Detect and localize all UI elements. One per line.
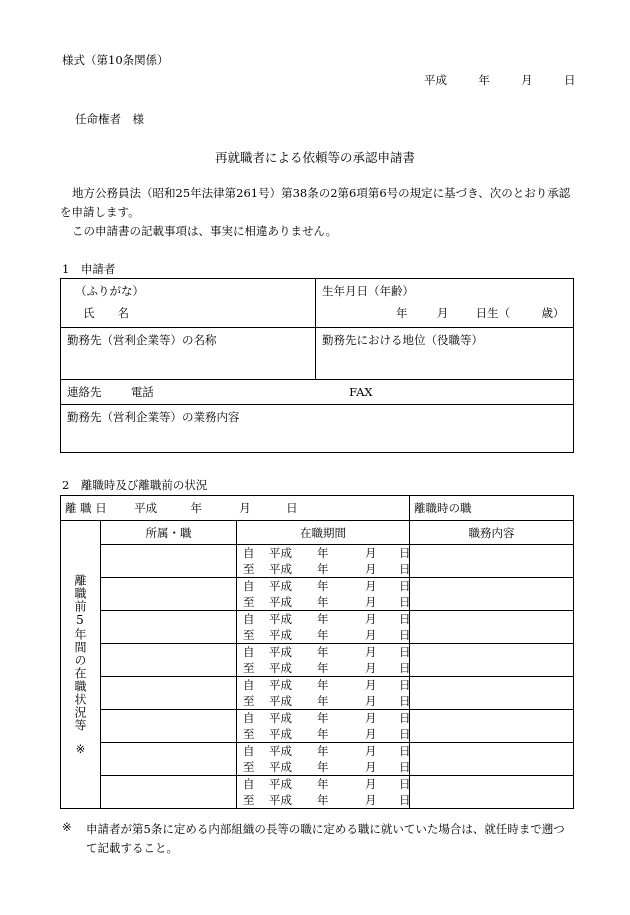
career-duties-cell[interactable]: [410, 710, 574, 743]
retire-post-cell[interactable]: [410, 496, 574, 521]
section2-heading: 2 離職時及び離職前の状況: [62, 478, 208, 492]
applicant-table: [60, 278, 574, 453]
retire-date-era: 平成: [134, 501, 158, 515]
career-period-cell[interactable]: [237, 611, 410, 644]
career-period-cell[interactable]: [237, 710, 410, 743]
period-era: 平成: [269, 711, 292, 725]
period-to-mark: 至: [243, 760, 255, 774]
period-era: 平成: [269, 744, 292, 758]
period-from-mark: 自: [243, 645, 255, 659]
period-from-mark: 自: [243, 546, 255, 560]
period-day: 日: [399, 711, 411, 725]
name-cell[interactable]: [61, 279, 316, 328]
career-dept-cell[interactable]: [101, 644, 237, 677]
retire-date-day: 日: [286, 501, 298, 515]
period-to-line: [243, 693, 409, 709]
period-from-mark: 自: [243, 744, 255, 758]
period-to-line: [243, 726, 409, 742]
name-label: 氏 名: [83, 306, 129, 320]
period-era: 平成: [269, 777, 292, 791]
employer-name-cell[interactable]: [61, 328, 316, 380]
period-year: 年: [317, 628, 329, 642]
period-month: 月: [365, 628, 377, 642]
period-day: 日: [399, 612, 411, 626]
period-era: 平成: [269, 678, 292, 692]
period-day: 日: [399, 793, 411, 807]
col-duties-header: 職務内容: [410, 521, 574, 545]
period-day: 日: [399, 661, 411, 675]
period-from-line: [243, 545, 409, 561]
footnote-text: 申請者が第5条に定める内部組織の長等の職に定める職に就いていた場合は、就任時まで遡つて記載すること。: [86, 822, 565, 855]
period-to-line: [243, 594, 409, 610]
period-month: 月: [365, 595, 377, 609]
period-day: 日: [399, 595, 411, 609]
period-year: 年: [317, 562, 329, 576]
period-era: 平成: [269, 661, 292, 675]
period-to-line: [243, 759, 409, 775]
career-period-cell[interactable]: [237, 578, 410, 611]
employer-position-label: 勤務先における地位（役職等）: [322, 333, 483, 347]
period-month: 月: [365, 579, 377, 593]
period-year: 年: [317, 645, 329, 659]
career-row: [61, 677, 574, 710]
career-dept-cell[interactable]: [101, 710, 237, 743]
furigana-label: （ふりがな）: [75, 284, 144, 298]
birth-month: 月: [436, 306, 449, 320]
period-year: 年: [317, 694, 329, 708]
period-day: 日: [399, 777, 411, 791]
page-title: 再就職者による依頼等の承認申請書: [214, 150, 415, 165]
contact-cell[interactable]: [61, 380, 574, 405]
career-dept-cell[interactable]: [101, 743, 237, 776]
period-year: 年: [317, 727, 329, 741]
period-from-line: [243, 677, 409, 693]
retire-date-cell[interactable]: [61, 496, 410, 521]
period-year: 年: [317, 661, 329, 675]
period-era: 平成: [269, 727, 292, 741]
period-to-mark: 至: [243, 628, 255, 642]
period-year: 年: [317, 744, 329, 758]
period-era: 平成: [269, 562, 292, 576]
employer-name-label: 勤務先（営利企業等）の名称: [67, 333, 217, 347]
period-month: 月: [365, 645, 377, 659]
period-from-mark: 自: [243, 612, 255, 626]
retire-date-year: 年: [190, 501, 202, 515]
period-to-mark: 至: [243, 562, 255, 576]
period-year: 年: [317, 711, 329, 725]
date-month: 月: [521, 73, 533, 87]
period-era: 平成: [269, 694, 292, 708]
birth-day: 日生（: [475, 306, 511, 320]
period-era: 平成: [269, 760, 292, 774]
career-row: [61, 611, 574, 644]
career-duties-cell[interactable]: [410, 776, 574, 809]
period-from-line: [243, 611, 409, 627]
career-row: [61, 644, 574, 677]
period-to-mark: 至: [243, 661, 255, 675]
birth-age: 歳）: [541, 306, 565, 320]
period-era: 平成: [269, 793, 292, 807]
period-month: 月: [365, 793, 377, 807]
col-period-header: 在職期間: [237, 521, 410, 545]
period-from-line: [243, 644, 409, 660]
addressee: 任命権者 様: [75, 112, 144, 126]
career-dept-cell[interactable]: [101, 677, 237, 710]
career-table: [60, 495, 574, 809]
period-month: 月: [365, 760, 377, 774]
period-era: 平成: [269, 546, 292, 560]
period-to-mark: 至: [243, 595, 255, 609]
period-year: 年: [317, 760, 329, 774]
date-era: 平成: [424, 73, 447, 87]
period-era: 平成: [269, 612, 292, 626]
retire-date-month: 月: [239, 501, 251, 515]
birth-cell[interactable]: [316, 279, 574, 328]
side-label-cell: [61, 521, 101, 809]
career-row: [61, 578, 574, 611]
period-year: 年: [317, 595, 329, 609]
period-to-line: [243, 792, 409, 808]
period-to-line: [243, 627, 409, 643]
period-from-line: [243, 776, 409, 792]
period-from-mark: 自: [243, 579, 255, 593]
career-period-cell[interactable]: [237, 545, 410, 578]
period-month: 月: [365, 661, 377, 675]
business-cell[interactable]: [61, 405, 574, 453]
period-from-line: [243, 578, 409, 594]
career-row: [61, 776, 574, 809]
birth-year: 年: [396, 306, 408, 320]
period-year: 年: [317, 612, 329, 626]
period-day: 日: [399, 760, 411, 774]
col-dept-header: 所属・職: [101, 521, 237, 545]
birth-label: 生年月日（年齢）: [322, 284, 414, 298]
period-to-line: [243, 561, 409, 577]
period-day: 日: [399, 694, 411, 708]
period-month: 月: [365, 727, 377, 741]
period-era: 平成: [269, 645, 292, 659]
intro-paragraph: 地方公務員法（昭和25年法律第261号）第38条の2第6項第6号の規定に基づき、次のとおり承認を申請します。: [60, 186, 571, 219]
period-era: 平成: [269, 628, 292, 642]
period-month: 月: [365, 744, 377, 758]
period-from-line: [243, 743, 409, 759]
retire-post-label: 離職時の職: [414, 501, 472, 515]
contact-label: 連絡先: [67, 385, 102, 399]
period-to-mark: 至: [243, 793, 255, 807]
period-to-mark: 至: [243, 727, 255, 741]
footnote-mark: ※: [62, 820, 72, 834]
date-line: [424, 72, 575, 88]
period-era: 平成: [269, 579, 292, 593]
period-month: 月: [365, 711, 377, 725]
period-from-mark: 自: [243, 711, 255, 725]
birth-fields: [322, 305, 567, 321]
career-row: [61, 743, 574, 776]
period-day: 日: [399, 645, 411, 659]
career-duties-cell[interactable]: [410, 611, 574, 644]
career-duties-cell[interactable]: [410, 743, 574, 776]
side-label: 離職前5年間の在職状況等: [73, 573, 87, 732]
retire-date-label: 離 職 日: [65, 501, 107, 515]
period-from-mark: 自: [243, 777, 255, 791]
period-from-mark: 自: [243, 678, 255, 692]
period-month: 月: [365, 562, 377, 576]
period-year: 年: [317, 793, 329, 807]
period-day: 日: [399, 678, 411, 692]
career-duties-cell[interactable]: [410, 545, 574, 578]
period-to-line: [243, 660, 409, 676]
period-era: 平成: [269, 595, 292, 609]
career-period-cell[interactable]: [237, 743, 410, 776]
period-year: 年: [317, 777, 329, 791]
career-duties-cell[interactable]: [410, 644, 574, 677]
period-month: 月: [365, 546, 377, 560]
career-duties-cell[interactable]: [410, 677, 574, 710]
period-year: 年: [317, 678, 329, 692]
period-day: 日: [399, 628, 411, 642]
career-duties-cell[interactable]: [410, 578, 574, 611]
period-day: 日: [399, 579, 411, 593]
phone-label: 電話: [130, 385, 154, 399]
career-period-cell[interactable]: [237, 644, 410, 677]
intro-declaration: この申請書の記載事項は、事実に相違ありません。: [72, 224, 338, 238]
period-day: 日: [399, 727, 411, 741]
date-year: 年: [478, 73, 490, 87]
career-period-cell[interactable]: [237, 776, 410, 809]
career-row: [61, 710, 574, 743]
period-month: 月: [365, 612, 377, 626]
period-day: 日: [399, 562, 411, 576]
period-month: 月: [365, 694, 377, 708]
period-month: 月: [365, 777, 377, 791]
employer-position-cell[interactable]: [316, 328, 574, 380]
business-label: 勤務先（営利企業等）の業務内容: [67, 410, 240, 424]
career-row: [61, 545, 574, 578]
form-label: 様式（第10条関係）: [62, 53, 169, 67]
period-day: 日: [399, 546, 411, 560]
date-day: 日: [563, 73, 576, 87]
period-from-line: [243, 710, 409, 726]
period-year: 年: [317, 546, 329, 560]
career-dept-cell[interactable]: [101, 776, 237, 809]
period-year: 年: [317, 579, 329, 593]
career-dept-cell[interactable]: [101, 578, 237, 611]
period-month: 月: [365, 678, 377, 692]
career-dept-cell[interactable]: [101, 611, 237, 644]
fax-label: FAX: [349, 385, 373, 399]
career-dept-cell[interactable]: [101, 545, 237, 578]
period-to-mark: 至: [243, 694, 255, 708]
section1-heading: 1 申請者: [62, 262, 116, 276]
period-day: 日: [399, 744, 411, 758]
career-period-cell[interactable]: [237, 677, 410, 710]
side-mark: ※: [75, 741, 86, 756]
